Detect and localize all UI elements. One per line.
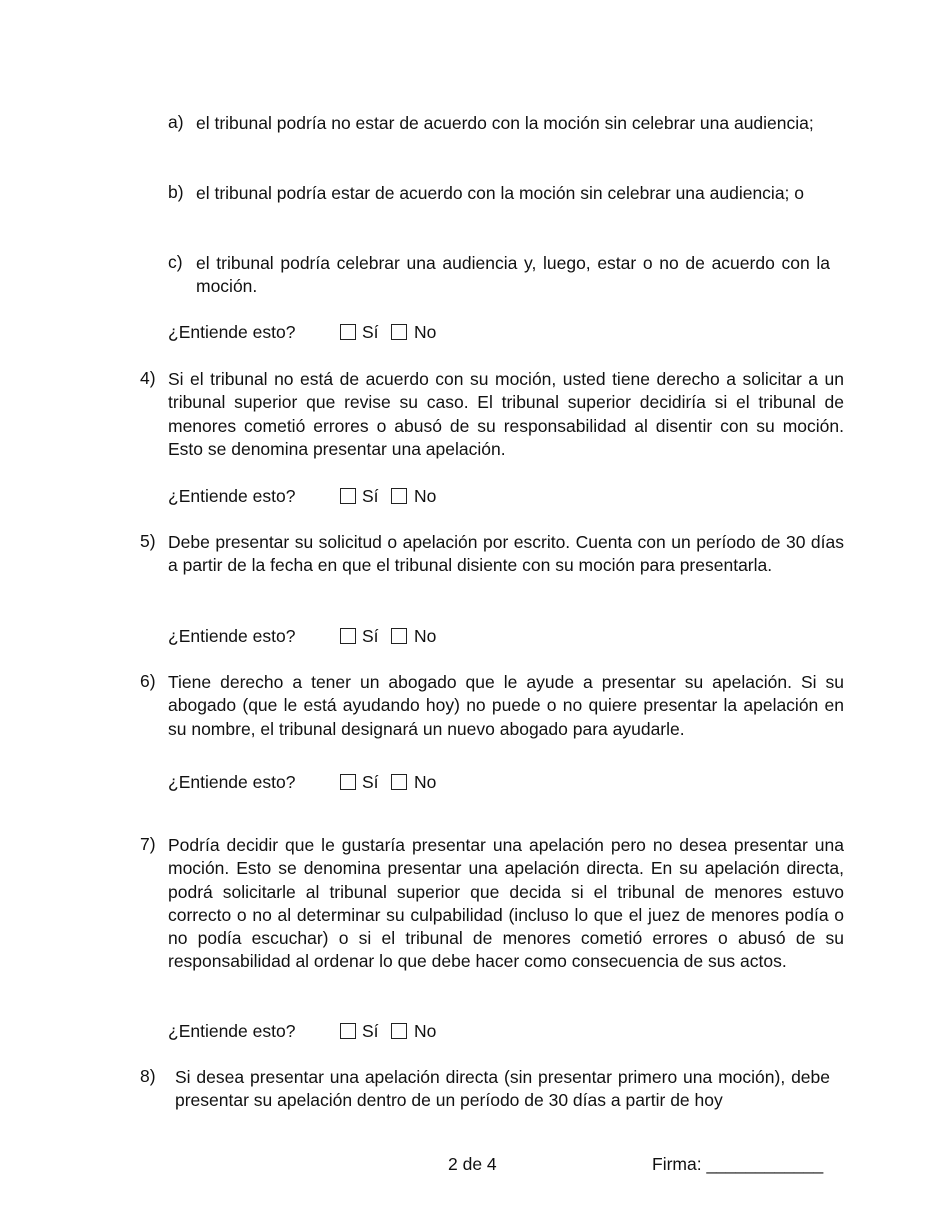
item-label: 8) [140,1066,156,1086]
yes-label: Sí [362,486,379,506]
yes-label: Sí [362,322,379,342]
yes-label: Sí [362,1021,379,1041]
item-label: b) [168,182,184,202]
item-label: 7) [140,834,156,854]
no-checkbox[interactable] [391,1023,407,1039]
item-text: el tribunal podría estar de acuerdo con la moción sin celebrar una audiencia; o [196,183,805,203]
item-label: 4) [140,368,156,388]
signature-line: ____________ [706,1154,824,1174]
list-item [140,368,844,461]
no-label: No [414,322,437,342]
no-label: No [414,486,437,506]
yes-checkbox[interactable] [340,1023,356,1039]
list-item [168,252,830,299]
item-label: c) [168,252,183,272]
yes-checkbox[interactable] [340,324,356,340]
item-text: Debe presentar su solicitud o apelación por escrito. Cuenta con un período de 30 días a partir de la fecha en que el tribunal disiente con su moción para presentarla. [168,532,844,576]
question-text: ¿Entiende esto? [168,322,296,342]
yes-checkbox[interactable] [340,488,356,504]
no-label: No [414,626,437,646]
item-text: Podría decidir que le gustaría presentar una apelación pero no desea presentar una moción. Esto se denomina presentar una apelación directa. En su apelación directa, podrá solicitarle al tribunal superior que decida si el tribunal de menores estuvo correcto o no al determinar su culpabilidad (incluso lo que el juez de menores podía o no podía escuchar) o si el tribunal de menores cometió errores o abusó de su responsabilidad al ordenar lo que debe hacer como consecuencia de sus actos. [168,835,844,972]
yes-checkbox[interactable] [340,628,356,644]
page-number: 2 de 4 [448,1154,497,1174]
list-item [168,182,830,205]
item-text: Si desea presentar una apelación directa (sin presentar primero una moción), debe presentar su apelación dentro de un período de 30 días a partir de hoy [175,1067,830,1111]
item-label: a) [168,112,184,132]
no-checkbox[interactable] [391,488,407,504]
item-text: Tiene derecho a tener un abogado que le ayude a presentar su apelación. Si su abogado (que le está ayudando hoy) no puede o no quiere presentar la apelación en su nombre, el tribunal designará un nuevo abogado para ayudarle. [168,672,844,739]
item-label: 6) [140,671,156,691]
question-text: ¿Entiende esto? [168,1021,296,1041]
signature-label: Firma: [652,1154,702,1174]
signature-field[interactable] [652,1152,823,1176]
list-item [168,112,830,135]
item-text: el tribunal podría no estar de acuerdo con la moción sin celebrar una audiencia; [196,113,814,133]
no-checkbox[interactable] [391,628,407,644]
yes-checkbox[interactable] [340,774,356,790]
yes-label: Sí [362,772,379,792]
no-checkbox[interactable] [391,324,407,340]
question-text: ¿Entiende esto? [168,486,296,506]
list-item [140,1066,830,1113]
item-label: 5) [140,531,156,551]
no-checkbox[interactable] [391,774,407,790]
list-item [140,834,844,974]
item-text: Si el tribunal no está de acuerdo con su moción, usted tiene derecho a solicitar a un tribunal superior que revise su caso. El tribunal superior decidiría si el tribunal de menores cometió errores o abusó de su responsabilidad al disentir con su moción. Esto se denomina presentar una apelación. [168,369,844,459]
yes-label: Sí [362,626,379,646]
list-item [140,671,844,741]
item-text: el tribunal podría celebrar una audiencia y, luego, estar o no de acuerdo con la moción. [196,253,830,297]
question-text: ¿Entiende esto? [168,626,296,646]
no-label: No [414,772,437,792]
list-item [140,531,844,578]
no-label: No [414,1021,437,1041]
question-text: ¿Entiende esto? [168,772,296,792]
